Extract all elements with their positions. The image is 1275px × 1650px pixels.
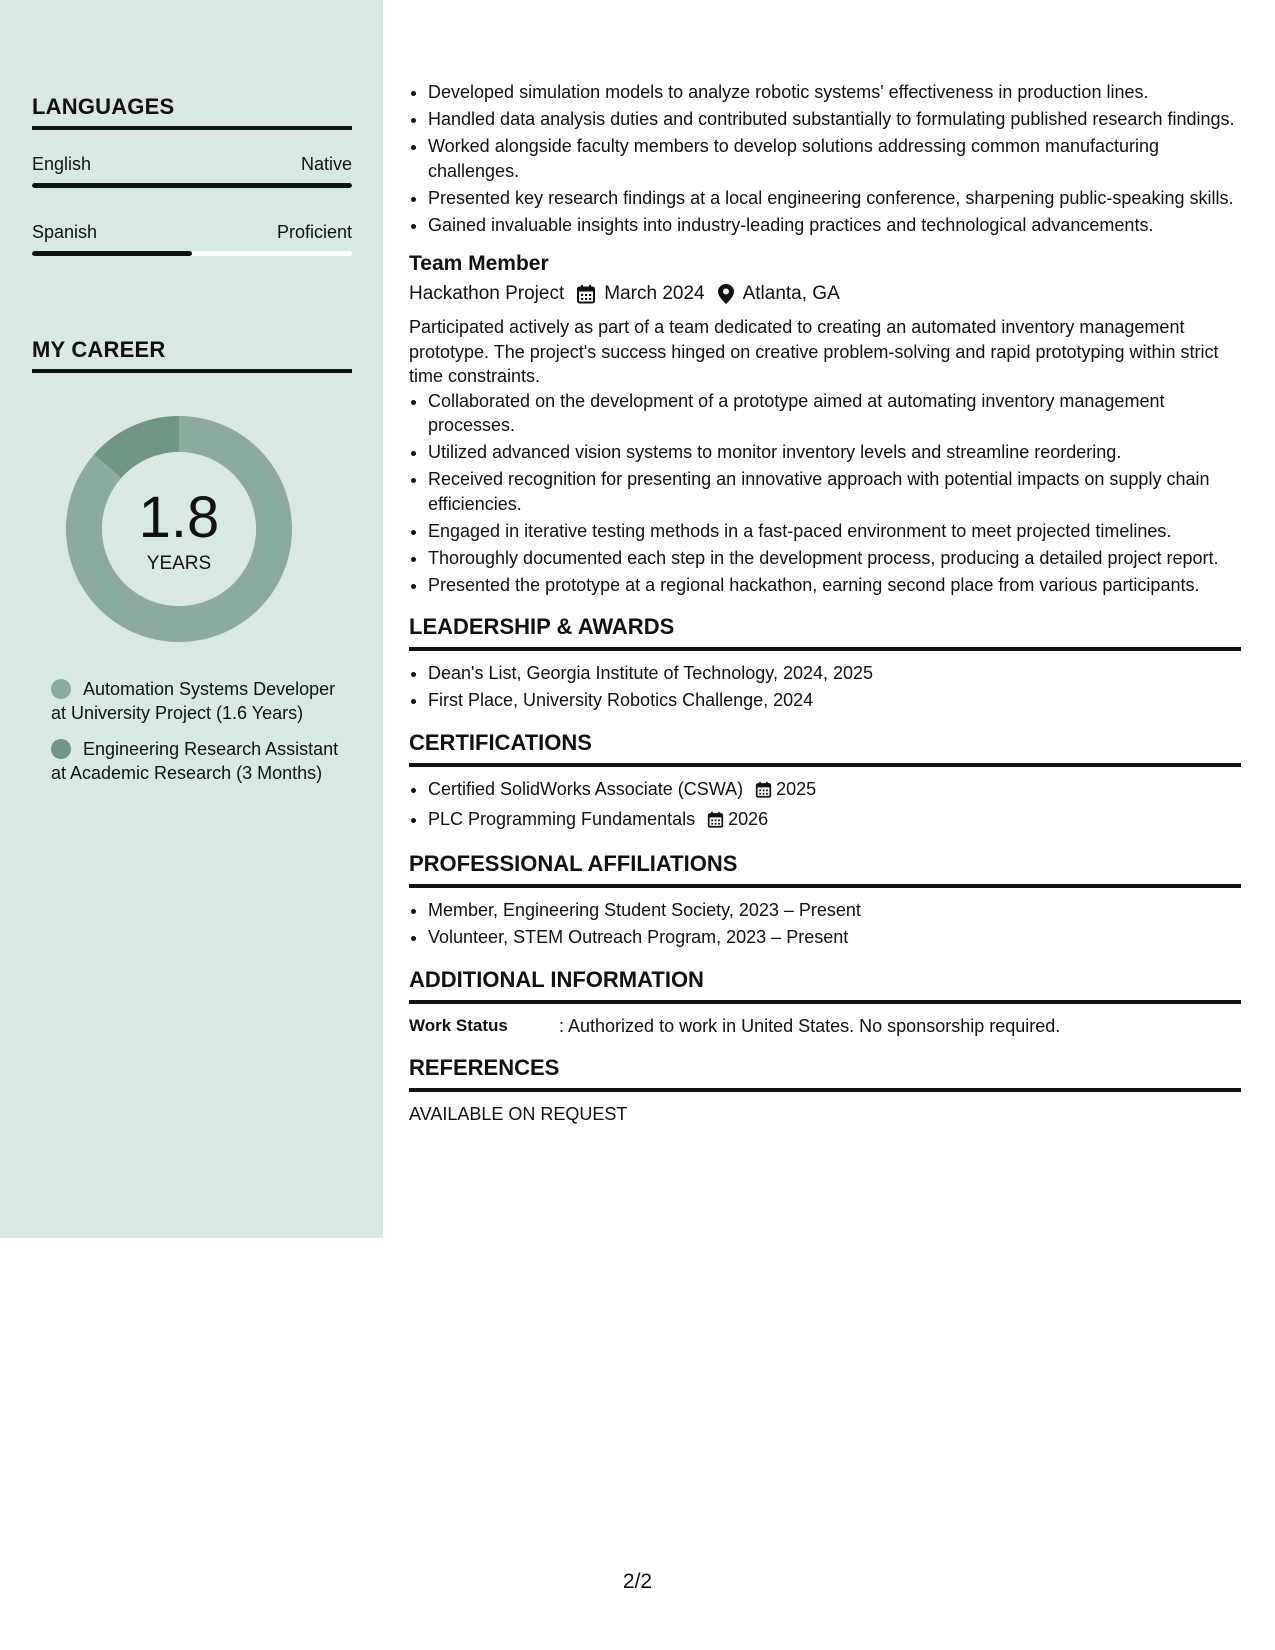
list-item: • Thoroughly documented each step in the development process, producing a detailed project report. [428,546,1241,571]
career-donut-center [66,416,292,642]
certification-item [428,777,1241,805]
certification-item [428,807,1241,835]
calendar-icon [576,284,596,304]
certifications-list [409,777,1241,835]
legend-item [51,737,341,785]
entry-description: Participated actively as part of a team dedicated to creating an automated inventory management prototype. The project's success hinged on creative problem-solving and rapid prototyping within strict time constraints. [409,317,1219,386]
references-text: AVAILABLE ON REQUEST [409,1104,628,1124]
leadership-list [409,661,1241,713]
affiliations-list [409,898,1241,950]
language-level: Proficient [276,222,352,242]
list-item: • Developed simulation models to analyze robotic systems' effectiveness in production lines. [428,80,1241,105]
affiliations-heading: PROFESSIONAL AFFILIATIONS [409,850,1241,888]
language-level: Native [300,154,352,174]
list-item: • Presented key research findings at a local engineering conference, sharpening public-speaking skills. [428,186,1241,211]
calendar-icon [755,780,772,805]
language-name: Spanish [32,222,98,242]
list-item: • Volunteer, STEM Outreach Program, 2023 – Present [428,925,1241,950]
certification-name: Certified SolidWorks Associate (CSWA) [428,778,744,799]
language-proficiency-bar [32,251,352,256]
list-item: • Engaged in iterative testing methods in a fast-paced environment to meet projected timelines. [428,519,1241,544]
language-proficiency-fill [32,251,192,256]
list-item: • Dean's List, Georgia Institute of Technology, 2024, 2025 [428,661,1241,686]
legend-dot-icon [51,679,71,699]
page-number: 2/2 [622,1570,653,1593]
certification-year: 2026 [728,808,769,829]
career-donut-chart [66,416,292,642]
list-item: • Member, Engineering Student Society, 2023 – Present [428,898,1241,923]
certifications-heading: CERTIFICATIONS [409,729,1241,767]
list-item: • Utilized advanced vision systems to monitor inventory levels and streamline reordering. [428,440,1241,465]
legend-label: Engineering Research Assistant at Academic Research (3 Months) [51,739,339,783]
additional-info-heading: ADDITIONAL INFORMATION [409,966,1241,1004]
entry-meta [409,279,1241,309]
references-heading: REFERENCES [409,1054,1241,1092]
entry-location: Atlanta, GA [742,283,840,304]
previous-entry-bullets [409,80,1241,237]
sidebar [0,0,383,1238]
legend-item [51,677,341,725]
language-item-english [32,154,352,188]
work-status-value: : Authorized to work in United States. No sponsorship required. [559,1015,1061,1036]
language-name: English [32,154,92,174]
location-pin-icon [717,283,735,305]
legend-dot-icon [51,739,71,759]
career-total-unit: YEARS [146,553,212,574]
list-item: • Handled data analysis duties and contributed substantially to formulating published research findings. [428,107,1241,132]
list-item: • Received recognition for presenting an innovative approach with potential impacts on supply chain efficiencies. [428,467,1241,516]
leadership-heading: LEADERSHIP & AWARDS [409,613,1241,651]
language-proficiency-bar [32,183,352,188]
entry-title: Team Member [409,252,549,275]
certification-year: 2025 [776,778,817,799]
career-legend [51,677,341,797]
work-status-label: Work Status [409,1015,508,1035]
list-item: • Gained invaluable insights into industry-leading practices and technological advancements. [428,213,1241,238]
career-section [32,337,352,373]
legend-label: Automation Systems Developer at University Project (1.6 Years) [51,679,336,723]
language-proficiency-fill [32,183,352,188]
work-status-row [409,1014,1241,1039]
certification-name: PLC Programming Fundamentals [428,808,696,829]
entry-date: March 2024 [604,283,705,304]
languages-section [32,94,352,256]
career-total-value: 1.8 [138,485,220,550]
list-item: • Worked alongside faculty members to develop solutions addressing common manufacturing challenges. [428,134,1241,183]
list-item: • Presented the prototype at a regional hackathon, earning second place from various participants. [428,573,1241,598]
entry-org: Hackathon Project [409,283,565,304]
language-item-spanish [32,222,352,256]
main-content [409,80,1241,1127]
calendar-icon [707,810,724,835]
languages-heading: LANGUAGES [32,94,352,130]
career-heading: MY CAREER [32,337,352,373]
list-item: • Collaborated on the development of a prototype aimed at automating inventory management processes. [428,389,1241,438]
entry-bullets [409,389,1241,598]
list-item: • First Place, University Robotics Challenge, 2024 [428,688,1241,713]
